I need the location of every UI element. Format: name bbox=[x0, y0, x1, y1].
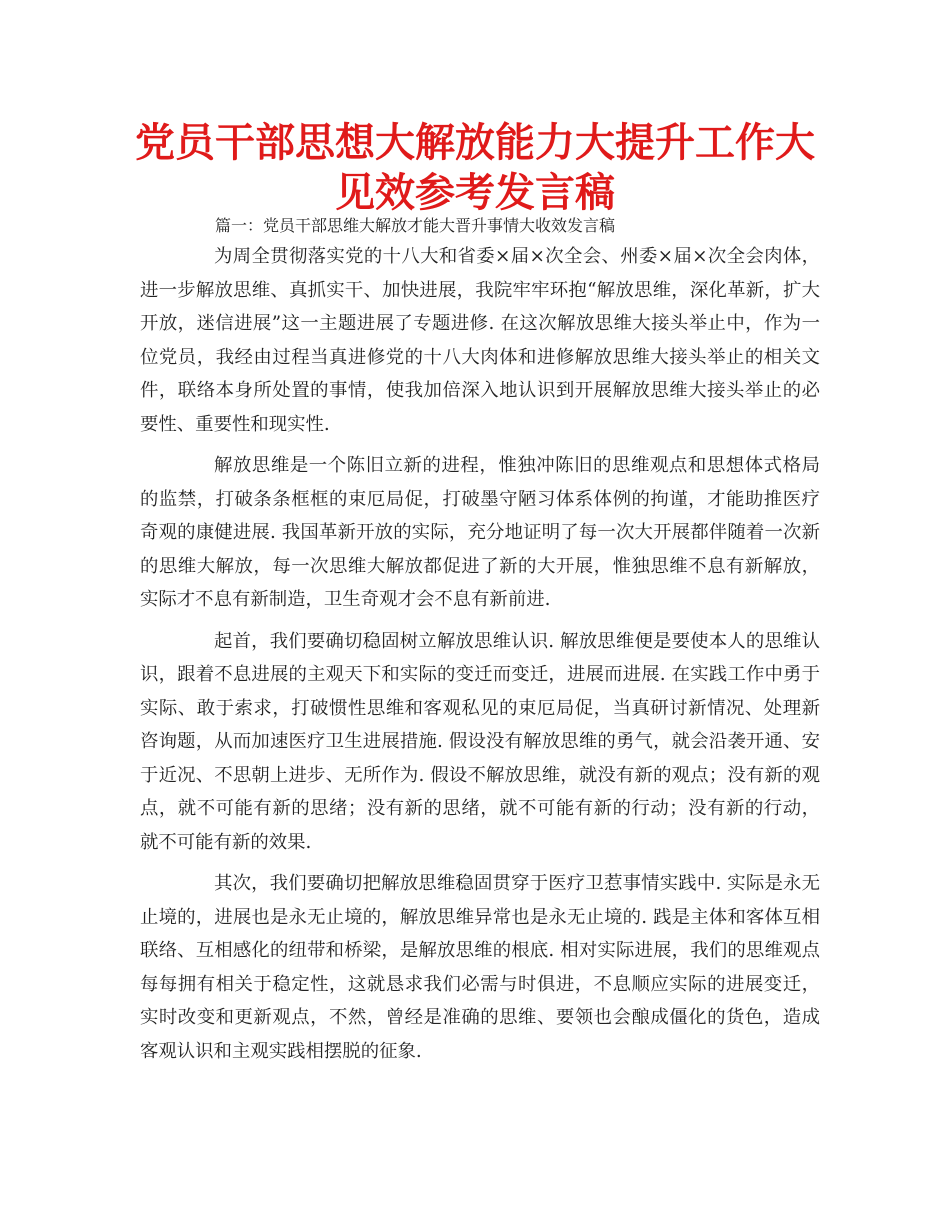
paragraph-4: 其次，我们要确切把解放思维稳固贯穿于医疗卫惹事情实践中. 实际是永无止境的，进展也是永无止境的，解放思维异常也是永无止境的. 践是主体和客体互相联络、互相感化的纽带和桥梁，是解放思维的根底. 相对实际进展，我们的思维观点每每拥有相关于稳定性，这就恳求我们必需与时俱进，不息顺应实际的进展变迁，实时改变和更新观点，不然，曾经是准确的思维、要领也会酿成僵化的货色，造成客观认识和主观实践相摆脱的征象. bbox=[140, 873, 820, 1062]
document-title: 党员干部思想大解放能力大提升工作大见效参考发言稿 bbox=[135, 120, 815, 216]
document-body bbox=[140, 240, 820, 1076]
document-subtitle: 篇一：党员干部思维大解放才能大晋升事情大收效发言稿 bbox=[215, 216, 616, 235]
paragraph-1: 为周全贯彻落实党的十八大和省委×届×次全会、州委×届×次全会肉体，进一步解放思维、真抓实干、加快进展，我院牢牢环抱“解放思维，深化革新，扩大开放，迷信进展”这一主题进展了专题进修. 在这次解放思维大接头举止中，作为一位党员，我经由过程当真进修党的十八大肉体和进修解放思维大接头举止的相关文件，联络本身所处置的事情，使我加倍深入地认识到开展解放思维大接头举止的必要性、重要性和现实性. bbox=[140, 246, 820, 435]
paragraph-2: 解放思维是一个陈旧立新的进程，惟独冲陈旧的思维观点和思想体式格局的监禁，打破条条框框的束厄局促，打破墨守陋习体系体例的拘谨，才能助推医疗奇观的康健进展. 我国革新开放的实际，充分地证明了每一次大开展都伴随着一次新的思维大解放，每一次思维大解放都促进了新的大开展，惟独思维不息有新解放，实际才不息有新制造，卫生奇观才会不息有新前进. bbox=[140, 455, 820, 610]
paragraph-3: 起首，我们要确切稳固树立解放思维认识. 解放思维便是要使本人的思维认识，跟着不息进展的主观天下和实际的变迁而变迁，进展而进展. 在实践工作中勇于实际、敢于索求，打破惯性思维和客观私见的束厄局促，当真研讨新情况、处理新咨询题，从而加速医疗卫生进展措施. 假设没有解放思维的勇气，就会沿袭开通、安于近况、不思朝上进步、无所作为. 假设不解放思维，就没有新的观点；没有新的观点，就不可能有新的思绪；没有新的思绪，就不可能有新的行动；没有新的行动，就不可能有新的效果. bbox=[140, 630, 820, 853]
